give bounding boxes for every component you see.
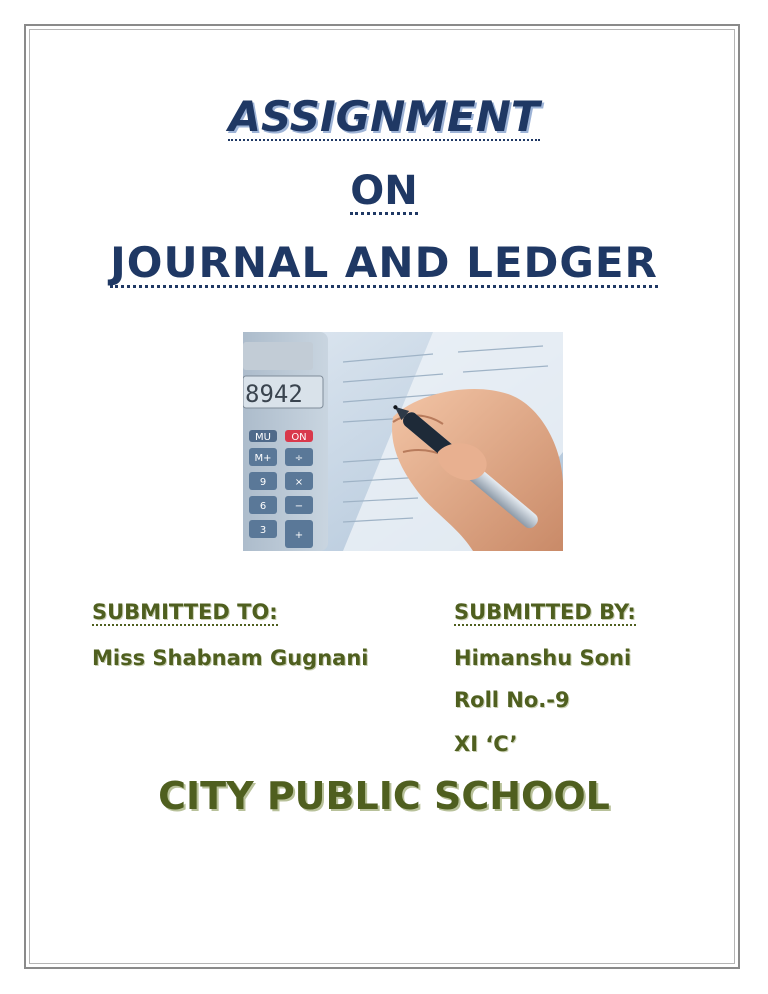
calc-btn-9: 9	[259, 477, 267, 488]
title-on-text: ON	[350, 168, 418, 214]
calc-btn-multiply: ×	[294, 477, 304, 488]
submitted-by-heading	[454, 600, 636, 624]
calc-btn-mplus: M+	[254, 453, 272, 464]
calc-btn-minus: −	[294, 501, 304, 512]
submitted-to-heading	[92, 600, 278, 624]
school-name: CITY PUBLIC SCHOOL	[158, 774, 610, 818]
teacher-name: Miss Shabnam Gugnani	[92, 646, 369, 670]
title-topic-text: JOURNAL AND LEDGER	[110, 238, 658, 287]
submitted-by-heading-text: SUBMITTED BY:	[454, 600, 636, 624]
calc-btn-6: 6	[259, 501, 267, 512]
calc-btn-mu: MU	[255, 432, 271, 443]
calculator-pen-illustration	[243, 332, 563, 551]
class-section: XI ‘C’	[454, 732, 518, 756]
submitted-to-heading-text: SUBMITTED TO:	[92, 600, 278, 624]
calculator-display-digits: 8942	[245, 380, 303, 408]
title-on	[0, 168, 768, 215]
student-name: Himanshu Soni	[454, 646, 632, 670]
title-assignment-text: ASSIGNMENT	[228, 92, 540, 141]
roll-number: Roll No.-9	[454, 688, 570, 712]
calc-btn-plus: +	[294, 530, 304, 541]
calc-btn-on: ON	[291, 432, 307, 443]
title-topic	[0, 238, 768, 288]
calc-btn-3: 3	[259, 525, 267, 536]
calc-btn-divide: ÷	[294, 453, 304, 464]
calculator-pen-photo	[243, 332, 563, 551]
title-assignment	[0, 92, 768, 141]
